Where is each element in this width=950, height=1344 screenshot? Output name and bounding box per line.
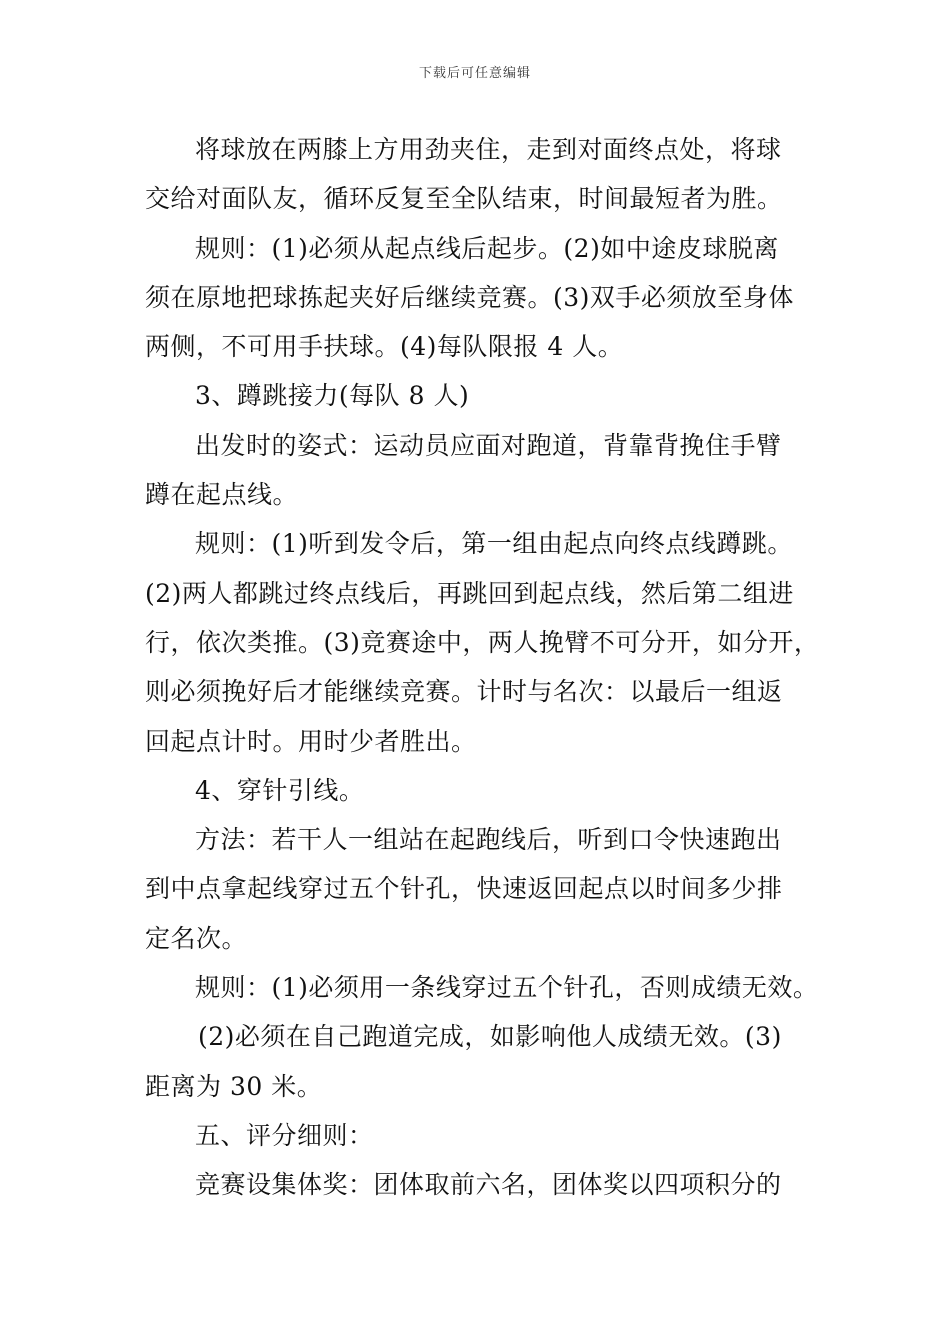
text-line: 交给对面队友，循环反复至全队结束，时间最短者为胜。 (145, 184, 783, 214)
text-line: 竞赛设集体奖：团体取前六名，团体奖以四项积分的 (195, 1170, 782, 1200)
text-line: 将球放在两膝上方用劲夹住，走到对面终点处，将球 (195, 135, 782, 164)
text-line: 规则：(1)听到发令后，第一组由起点向终点线蹲跳。 (195, 529, 793, 559)
text-line: 行，依次类推。(3)竞赛途中，两人挽臂不可分开，如分开， (145, 627, 820, 657)
text-line: (2)必须在自己跑道完成，如影响他人成绩无效。(3) (198, 1022, 782, 1052)
section-heading: 4、穿针引线。 (195, 775, 365, 805)
section-heading: 3、蹲跳接力(每队 8 人) (195, 381, 470, 411)
text-line: 则必须挽好后才能继续竞赛。计时与名次：以最后一组返 (145, 677, 783, 707)
text-line: 回起点计时。用时少者胜出。 (145, 726, 477, 756)
document-body (145, 125, 825, 1210)
text-line: 距离为 30 米。 (145, 1071, 323, 1101)
text-line: 规则：(1)必须从起点线后起步。(2)如中途皮球脱离 (195, 233, 779, 263)
text-line: 定名次。 (145, 923, 248, 953)
text-line: 方法：若干人一组站在起跑线后，听到口令快速跑出 (195, 825, 782, 855)
text-line: 须在原地把球拣起夹好后继续竞赛。(3)双手必须放至身体 (145, 282, 794, 312)
text-line: 两侧，不可用手扶球。(4)每队限报 4 人。 (145, 332, 624, 362)
text-line: 到中点拿起线穿过五个针孔，快速返回起点以时间多少排 (145, 874, 783, 904)
text-line: 规则：(1)必须用一条线穿过五个针孔，否则成绩无效。 (195, 973, 819, 1003)
text-line: (2)两人都跳过终点线后，再跳回到起点线，然后第二组进 (145, 578, 794, 608)
section-heading: 五、评分细则： (195, 1120, 374, 1150)
text-line: 出发时的姿式：运动员应面对跑道，背靠背挽住手臂 (195, 430, 782, 460)
text-line: 蹲在起点线。 (145, 480, 299, 510)
page-header: 下载后可任意编辑 (418, 66, 531, 81)
